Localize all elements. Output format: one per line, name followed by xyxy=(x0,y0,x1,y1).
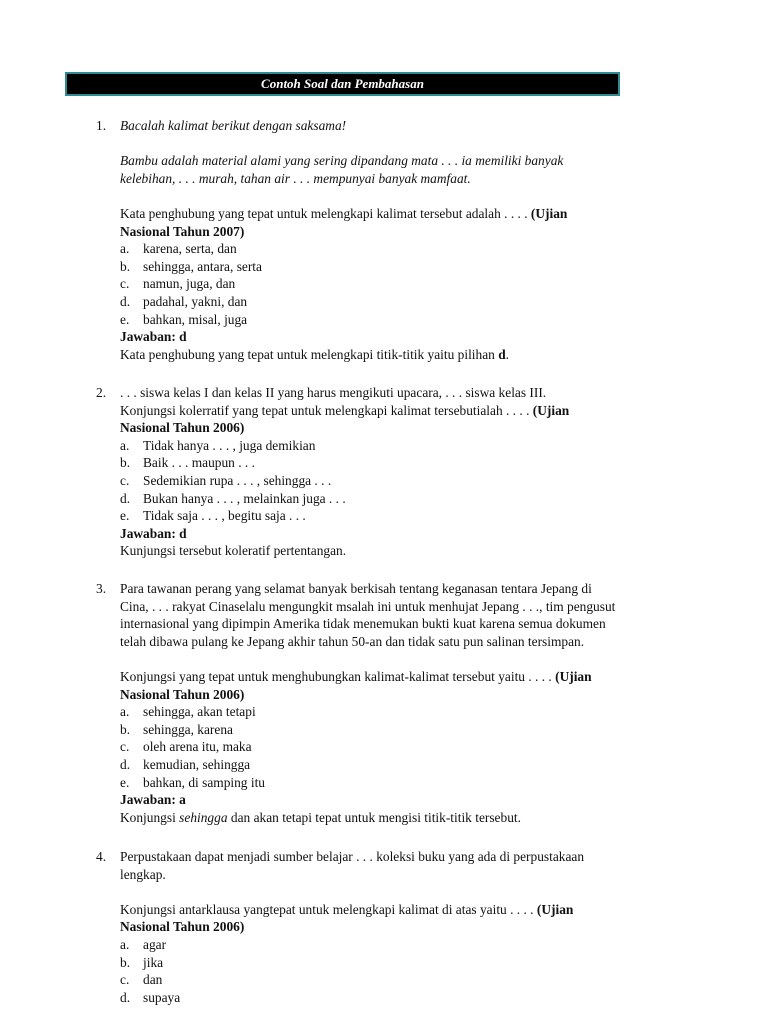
option-d: d. kemudian, sehingga xyxy=(120,756,251,772)
question-number: 1. xyxy=(96,118,107,133)
question-intro: Bacalah kalimat berikut dengan saksama! xyxy=(120,118,347,133)
question-source: (Ujian xyxy=(555,668,592,684)
answer: Jawaban: d xyxy=(120,525,187,541)
question-prompt: Kata penghubung yang tepat untuk melengkapi kalimat tersebut adalah . . . . (Ujian xyxy=(120,205,568,221)
passage-line: kelebihan, . . . murah, tahan air . . . mempunyai banyak mamfaat. xyxy=(120,170,471,186)
question-4 xyxy=(96,848,706,1006)
question-2 xyxy=(96,384,706,560)
option-e: e. bahkan, di samping itu xyxy=(120,774,265,790)
option-c: c. Sedemikian rupa . . . , sehingga . . . xyxy=(120,472,332,488)
option-c: c. namun, juga, dan xyxy=(120,276,236,292)
explanation: Kata penghubung yang tepat untuk melengkapi titik-titik yaitu pilihan d. xyxy=(120,346,510,362)
explanation: Konjungsi sehingga dan akan tetapi tepat untuk mengisi titik-titik tersebut. xyxy=(120,809,521,825)
passage-line: internasional yang dipimpin Amerika tidak menemukan bukti kuat karena semua dokumen xyxy=(120,616,606,632)
explanation: Kunjungsi tersebut koleratif pertentangan. xyxy=(120,543,347,559)
question-source-cont: Nasional Tahun 2006) xyxy=(120,919,245,935)
passage-line: Cina, . . . rakyat Cinaselalu mengungkit msalah ini untuk menhujat Jepang . . ., tim pengusut xyxy=(120,598,616,614)
question-prompt: Konjungsi yang tepat untuk menghubungkan kalimat-kalimat tersebut yaitu . . . . (Ujian xyxy=(120,668,592,684)
question-number: 3. xyxy=(96,581,107,596)
option-b: b. jika xyxy=(120,954,164,970)
question-source: (Ujian xyxy=(536,901,574,917)
answer: Jawaban: d xyxy=(120,329,187,345)
option-a: a. agar xyxy=(120,936,167,952)
question-3 xyxy=(96,580,706,826)
passage-line: Para tawanan perang yang selamat banyak berkisah tentang keganasan tentara Jepang di xyxy=(120,581,592,596)
question-prompt: Konjungsi kolerratif yang tepat untuk melengkapi kalimat tersebutialah . . . . (Ujian xyxy=(120,402,570,418)
passage-line: Bambu adalah material alami yang sering dipandang mata . . . ia memiliki banyak xyxy=(120,153,564,169)
question-source: (Ujian xyxy=(532,402,570,418)
question-source: (Ujian xyxy=(530,205,568,221)
question-1 xyxy=(96,117,706,363)
question-prompt: Konjungsi antarklausa yangtepat untuk melengkapi kalimat di atas yaitu . . . . (Ujian xyxy=(120,901,574,917)
option-d: d. Bukan hanya . . . , melainkan juga . . . xyxy=(120,490,346,506)
passage-line: lengkap. xyxy=(120,866,166,882)
option-b: b. sehingga, antara, serta xyxy=(120,258,262,274)
question-text: . . . siswa kelas I dan kelas II yang harus mengikuti upacara, . . . siswa kelas III. xyxy=(120,385,547,400)
option-d: d. padahal, yakni, dan xyxy=(120,293,248,309)
option-a: a. sehingga, akan tetapi xyxy=(120,704,256,720)
option-c: c. dan xyxy=(120,972,163,988)
option-e: e. bahkan, misal, juga xyxy=(120,311,248,327)
option-b: b. Baik . . . maupun . . . xyxy=(120,455,255,471)
question-source-cont: Nasional Tahun 2006) xyxy=(120,420,245,436)
option-b: b. sehingga, karena xyxy=(120,721,233,737)
question-number: 4. xyxy=(96,849,107,864)
passage-line: Perpustakaan dapat menjadi sumber belajar . . . koleksi buku yang ada di perpustakaan xyxy=(120,849,585,864)
question-number: 2. xyxy=(96,385,107,400)
question-source-cont: Nasional Tahun 2007) xyxy=(120,223,245,239)
answer: Jawaban: a xyxy=(120,792,186,808)
passage-line: telah dibawa pulang ke Jepang akhir tahun 50-an dan tidak satu pun salinan tersimpan. xyxy=(120,633,585,649)
question-source-cont: Nasional Tahun 2006) xyxy=(120,686,245,702)
option-d: d. supaya xyxy=(120,989,181,1005)
page-title: Contoh Soal dan Pembahasan xyxy=(65,72,620,96)
option-a: a. karena, serta, dan xyxy=(120,241,237,257)
option-a: a. Tidak hanya . . . , juga demikian xyxy=(120,437,316,453)
option-c: c. oleh arena itu, maka xyxy=(120,739,252,755)
option-e: e. Tidak saja . . . , begitu saja . . . xyxy=(120,508,306,524)
